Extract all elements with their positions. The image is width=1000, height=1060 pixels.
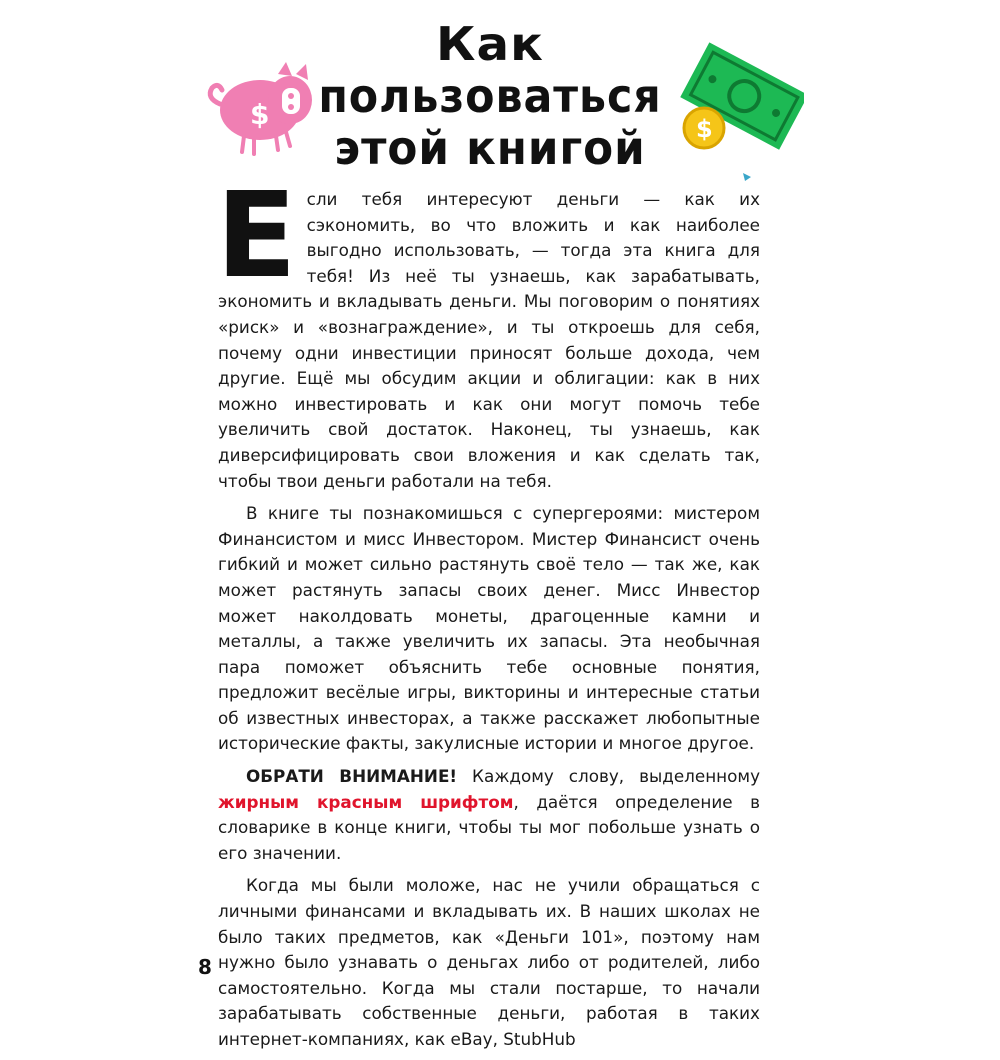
paragraph-3-text-b: , даётся определение в словарике в конце книги, чтобы ты мог побольше узнать о его значении. xyxy=(218,791,760,863)
red-highlight: жирным красным шрифтом xyxy=(218,791,514,812)
page-number: 8 xyxy=(198,955,212,979)
paragraph-2: В книге ты познакомишься с супергероями: мистером Финансистом и мисс Инвестором. Мистер Финансист очень гибкий и может сильно растянуть своё тело — так же, как может растянуть запасы своих денег. Мисс Инвестор может наколдовать монеты, драгоценные камни и металлы, а также увеличить их запасы. Эта необычная пара поможет объяснить тебе основные понятия, предложит весёлые игры, викторины и интересные статьи об известных инвесторах, а также расскажет любопытные исторические факты, закулисные истории и многое другое. xyxy=(218,503,760,754)
svg-text:$: $ xyxy=(696,115,713,143)
paragraph-3 xyxy=(218,764,760,866)
title-line-3: этой книгой xyxy=(334,121,646,175)
drop-cap: Е xyxy=(216,166,297,304)
svg-text:$: $ xyxy=(250,98,270,131)
article-body xyxy=(216,166,761,1060)
title-line-1: Как xyxy=(435,17,545,71)
page-title xyxy=(300,18,680,174)
sparkle-icon xyxy=(742,172,752,182)
title-line-2: пользоваться xyxy=(318,69,662,123)
paragraph-3-text-a: Каждому слову, выделенному xyxy=(457,766,761,787)
paragraph-1 xyxy=(216,166,760,494)
attention-label: ОБРАТИ ВНИМАНИЕ! xyxy=(246,766,458,787)
paragraph-1-text: сли тебя интересуют деньги — как их сэкономить, во что вложить и как наиболее выгодно использовать, — тогда эта книга для тебя! Из неё ты узнаешь, как зарабатывать, экономить и вкладывать деньги. Мы поговорим о понятиях «риск» и «вознаграждение», и ты откроешь для себя, почему одни инвестиции приносят больше дохода, чем другие. Ещё мы обсудим акции и облигации: как в них можно инвестировать и как они могут помочь тебе увеличить свой достаток. Наконец, ты узнаешь, как диверсифицировать свои вложения и как сделать так, чтобы твои деньги работали на тебя. xyxy=(218,189,760,491)
banknote-coin-icon xyxy=(676,42,804,160)
paragraph-4: Когда мы были моложе, нас не учили обращаться с личными финансами и вкладывать их. В наших школах не было таких предметов, как «Деньги 101», поэтому нам нужно было узнавать о деньгах либо от родителей, либо самостоятельно. Когда мы стали постарше, то начали зарабатывать собственные деньги, работая в таких интернет-компаниях, как eBay, StubHub xyxy=(218,875,760,1049)
piggy-bank-icon xyxy=(198,52,328,162)
